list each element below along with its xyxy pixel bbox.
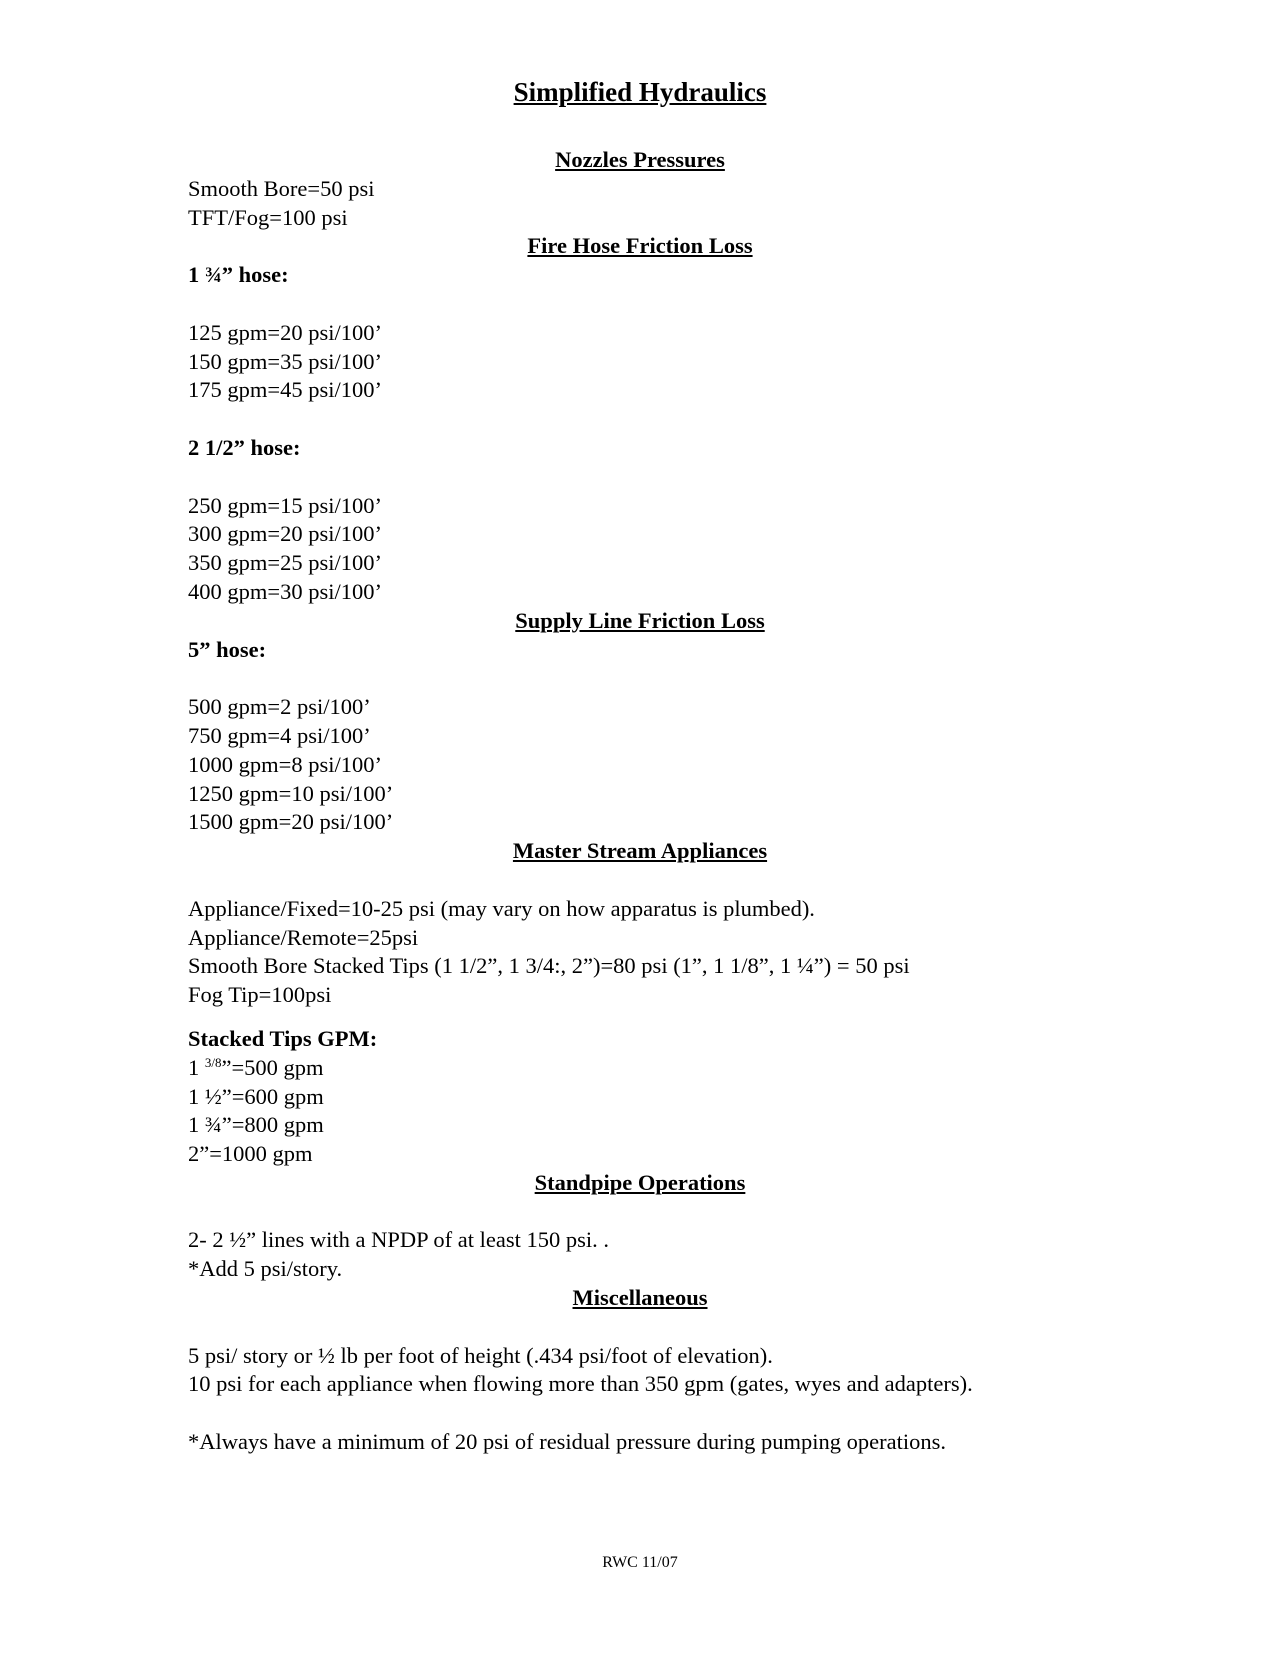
heading-fire-hose-friction-loss: Fire Hose Friction Loss — [527, 233, 753, 259]
tip-whole: 1 — [188, 1054, 205, 1080]
friction-line: 1250 gpm=10 psi/100’ — [188, 780, 394, 806]
friction-line: 250 gpm=15 psi/100’ — [188, 492, 382, 518]
heading-miscellaneous: Miscellaneous — [572, 1285, 708, 1311]
heading-nozzle-pressures: Nozzles Pressures — [555, 147, 725, 172]
stacked-tip-line — [188, 1054, 1198, 1083]
standpipe-line: *Add 5 psi/story. — [188, 1256, 343, 1282]
standpipe-line: 2- 2 ½” lines with a NPDP of at least 150 psi. . — [188, 1227, 609, 1253]
nozzle-line: Smooth Bore=50 psi — [188, 175, 375, 201]
stacked-tip-line: 1 ½”=600 gpm — [188, 1083, 324, 1109]
page-title: Simplified Hydraulics — [513, 77, 767, 107]
tip-fraction: 3/8 — [204, 1054, 222, 1070]
heading-standpipe-operations: Standpipe Operations — [534, 1169, 746, 1195]
appliance-line: Appliance/Fixed=10-25 psi (may vary on how apparatus is plumbed). — [188, 895, 815, 921]
stacked-tips-label: Stacked Tips GPM: — [188, 1025, 378, 1051]
friction-line: 150 gpm=35 psi/100’ — [188, 348, 382, 374]
appliance-line: Smooth Bore Stacked Tips (1 1/2”, 1 3/4:, 2”)=80 psi (1”, 1 1/8”, 1 ¼”) = 50 psi — [188, 953, 910, 979]
friction-line: 750 gpm=4 psi/100’ — [188, 722, 371, 748]
friction-line: 350 gpm=25 psi/100’ — [188, 550, 382, 576]
friction-line: 500 gpm=2 psi/100’ — [188, 694, 371, 720]
appliance-line: Appliance/Remote=25psi — [188, 924, 419, 950]
stacked-tip-line: 2”=1000 gpm — [188, 1141, 313, 1167]
friction-line: 175 gpm=45 psi/100’ — [188, 377, 382, 403]
stacked-tip-line: 1 ¾”=800 gpm — [188, 1112, 324, 1138]
friction-line: 300 gpm=20 psi/100’ — [188, 521, 382, 547]
document-body — [188, 146, 1198, 1457]
friction-line: 1000 gpm=8 psi/100’ — [188, 751, 382, 777]
misc-note: *Always have a minimum of 20 psi of residual pressure during pumping operations. — [188, 1429, 946, 1455]
hose-label-2-12: 2 1/2” hose: — [188, 434, 301, 460]
hose-label-1-34: 1 ¾” hose: — [188, 262, 289, 288]
nozzle-line: TFT/Fog=100 psi — [188, 204, 348, 230]
appliance-line: Fog Tip=100psi — [188, 982, 332, 1008]
friction-line: 400 gpm=30 psi/100’ — [188, 578, 382, 604]
heading-master-stream-appliances: Master Stream Appliances — [512, 838, 768, 864]
misc-line: 5 psi/ story or ½ lb per foot of height (.434 psi/foot of elevation). — [188, 1342, 773, 1368]
tip-rest: ”=500 gpm — [221, 1054, 324, 1080]
heading-supply-line-friction-loss: Supply Line Friction Loss — [515, 607, 765, 633]
hose-label-5: 5” hose: — [188, 636, 267, 662]
friction-line: 125 gpm=20 psi/100’ — [188, 319, 382, 345]
page-footer: RWC 11/07 — [602, 1554, 678, 1571]
misc-line: 10 psi for each appliance when flowing more than 350 gpm (gates, wyes and adapters). — [188, 1371, 973, 1397]
friction-line: 1500 gpm=20 psi/100’ — [188, 809, 394, 835]
